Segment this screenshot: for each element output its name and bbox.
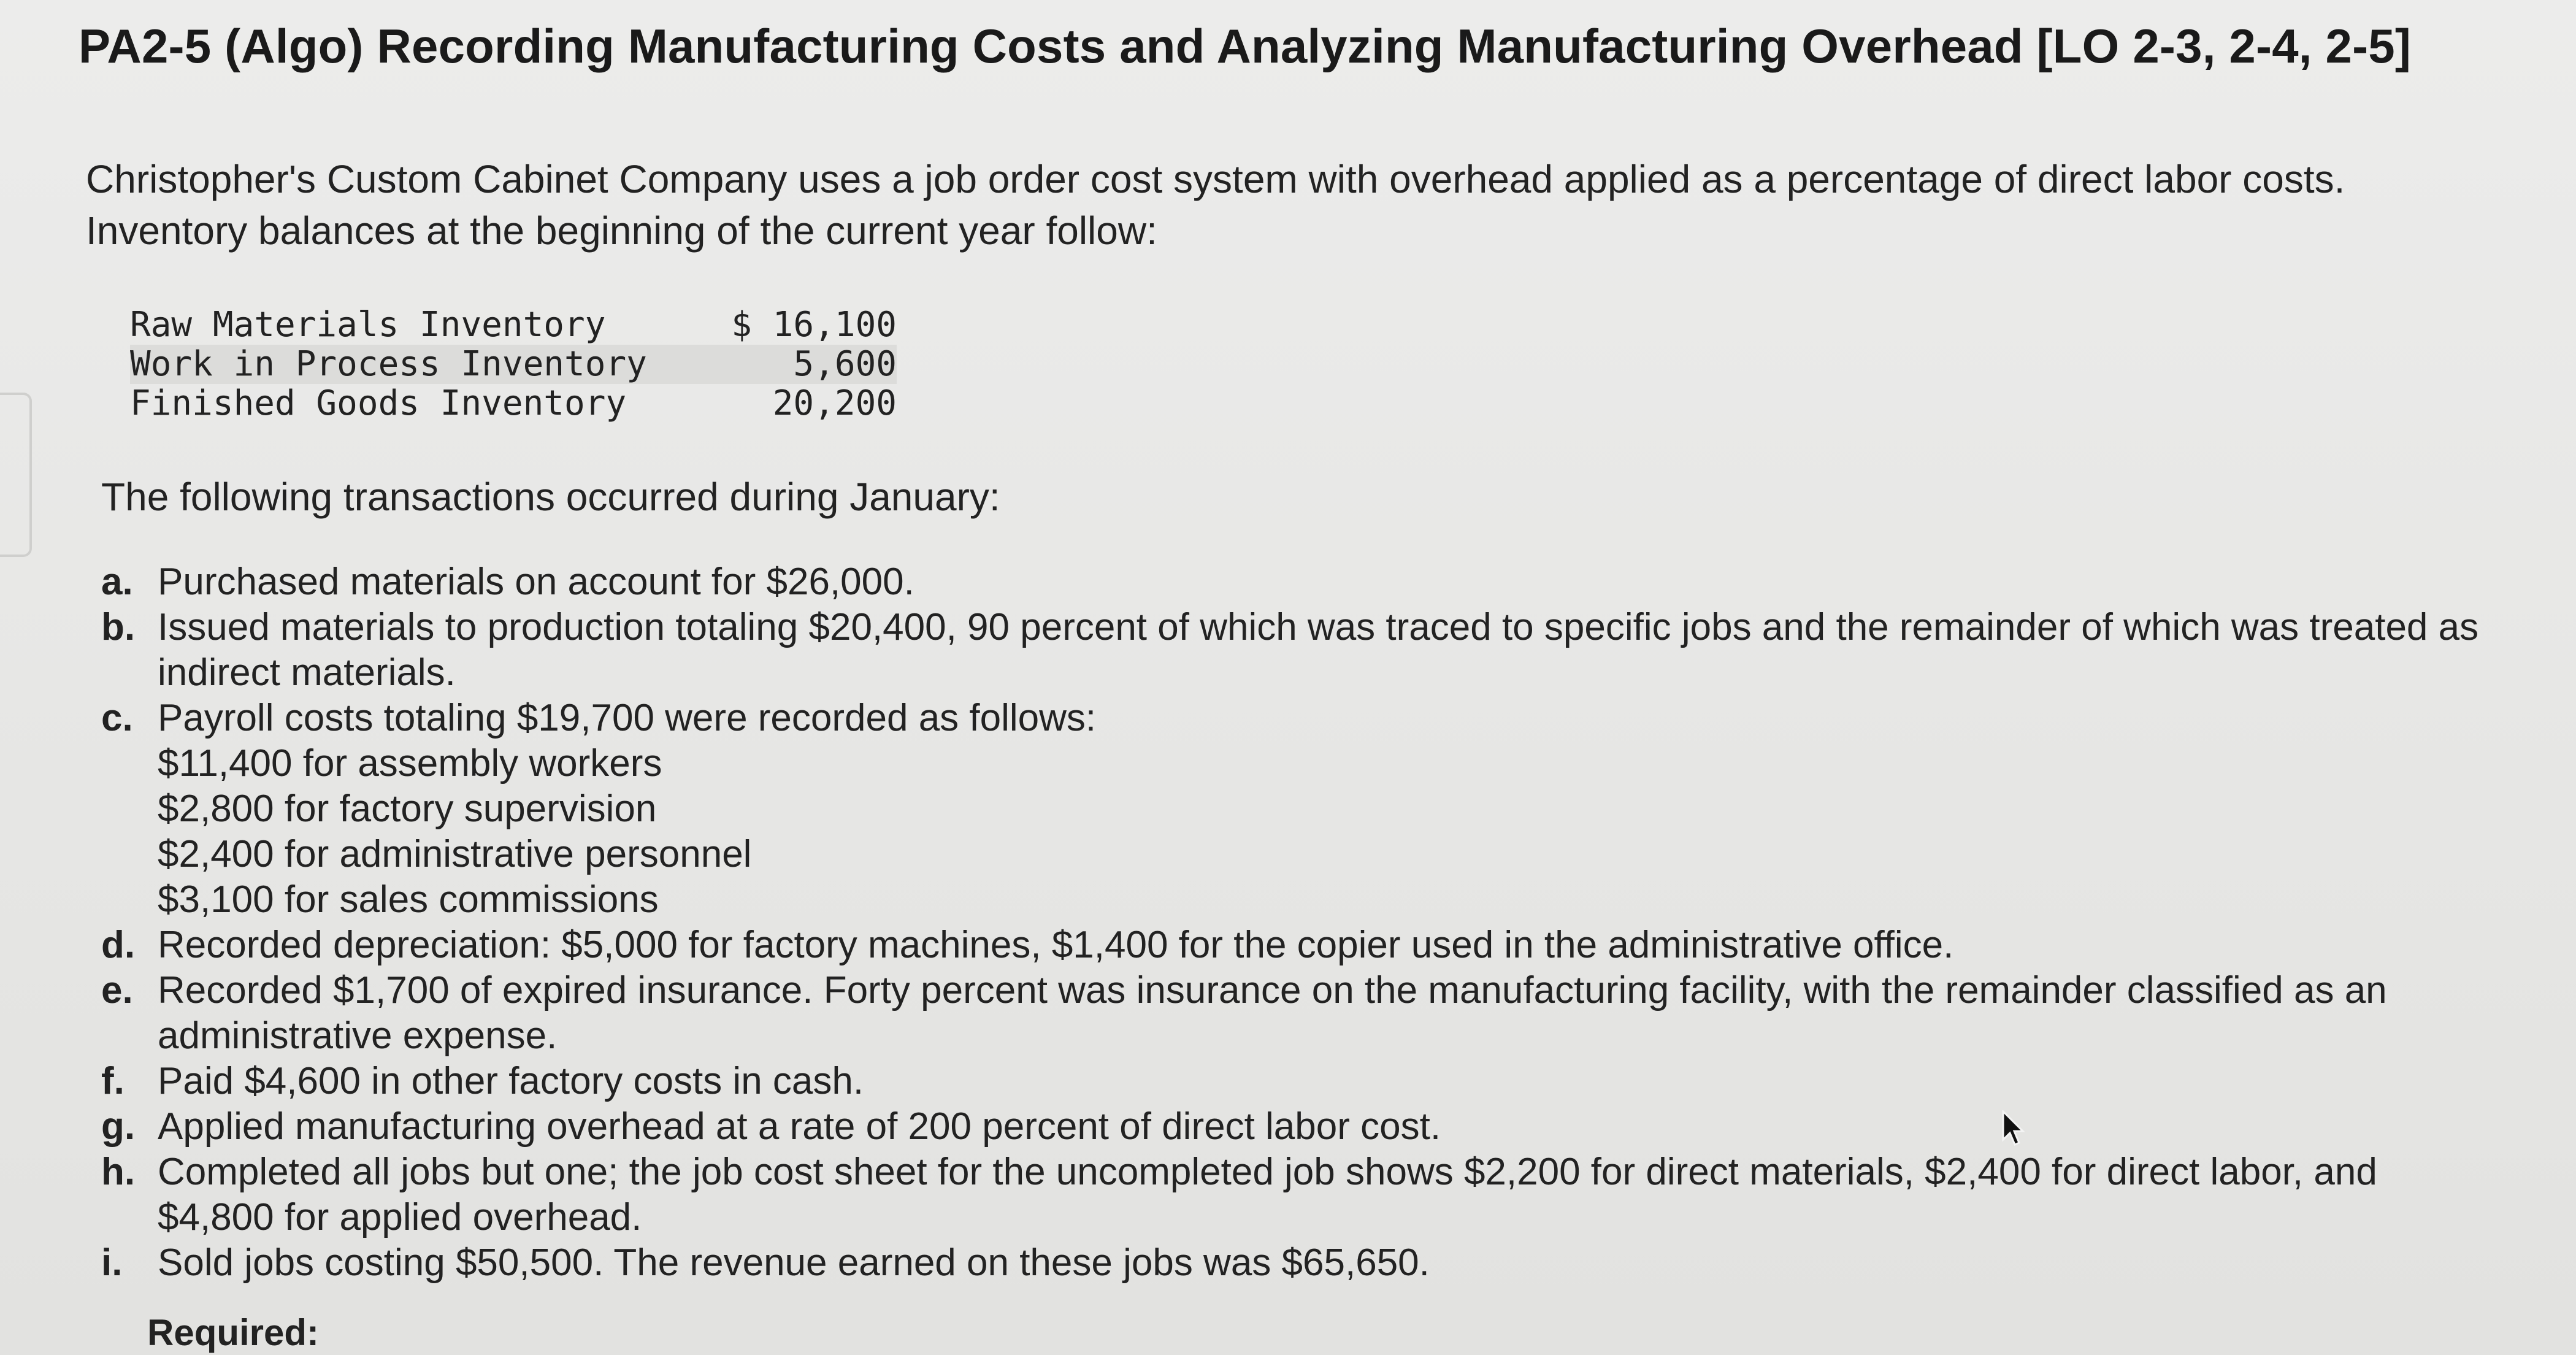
transaction-text: Paid $4,600 in other factory costs in cash. [158,1060,864,1102]
transaction-letter: f. [101,1060,125,1102]
transaction-item [101,1150,2493,1240]
inventory-label: Raw Materials Inventory [130,305,606,345]
inventory-value: 5,600 [793,344,897,384]
transaction-text: Recorded depreciation: $5,000 for factory machines, $1,400 for the copier used in the administrative office. [158,924,1954,966]
transaction-item [101,1104,2493,1150]
payroll-line: $3,100 for sales commissions [158,878,659,921]
transaction-item [101,1240,2493,1286]
problem-title: PA2-5 (Algo) Recording Manufacturing Costs and Analyzing Manufacturing Overhead [LO 2-3, 2-4, 2-5] [79,19,2412,73]
transaction-item [101,923,2493,968]
transaction-letter: a. [101,561,133,603]
mouse-cursor-icon [2001,1110,2025,1147]
transaction-letter: b. [101,606,136,648]
inventory-value: $ 16,100 [731,305,897,345]
transaction-text: Sold jobs costing $50,500. The revenue earned on these jobs was $65,650. [158,1242,1430,1284]
inventory-balances-table [130,305,897,423]
transaction-text: Payroll costs totaling $19,700 were recorded as follows: [158,697,1097,739]
payroll-line: $2,800 for factory supervision [158,788,657,830]
transaction-text: Purchased materials on account for $26,000. [158,561,914,603]
inventory-row [130,384,897,423]
transaction-text: Completed all jobs but one; the job cost sheet for the uncompleted job shows $2,200 for direct materials, $2,400 for direct labor, and $4,800 for applied overhead. [158,1151,2377,1238]
payroll-line: $2,400 for administrative personnel [158,833,752,875]
inventory-value: 20,200 [772,383,897,423]
payroll-line: $11,400 for assembly workers [158,742,662,785]
transaction-letter: c. [101,697,133,739]
transaction-text: Issued materials to production totaling $20,400, 90 percent of which was traced to specific jobs and the remainder of which was treated as indirect materials. [158,606,2479,694]
transaction-letter: h. [101,1151,136,1193]
required-heading: Required: [147,1312,320,1353]
transaction-letter: e. [101,969,133,1011]
transaction-letter: g. [101,1105,136,1148]
inventory-row [130,345,897,384]
transaction-letter: i. [101,1242,123,1284]
transaction-text: Applied manufacturing overhead at a rate of 200 percent of direct labor cost. [158,1105,1441,1148]
intro-line-1: Christopher's Custom Cabinet Company uses a job order cost system with overhead applied as a percentage of direct labor costs. [86,157,2345,201]
transaction-item [101,968,2493,1059]
transaction-item [101,1059,2493,1104]
inventory-label: Work in Process Inventory [130,344,647,384]
transaction-letter: d. [101,924,136,966]
transaction-item [101,605,2493,696]
transaction-item [101,696,2493,923]
transaction-item [101,559,2493,605]
page-edge-tab [0,393,32,557]
transactions-lead: The following transactions occurred during January: [101,475,1000,519]
transaction-body [158,696,2493,923]
transaction-text: Recorded $1,700 of expired insurance. Forty percent was insurance on the manufacturing facility, with the remainder classified as an administrative expense. [158,969,2387,1057]
inventory-row [130,305,897,345]
transactions-list [101,559,2493,1286]
inventory-label: Finished Goods Inventory [130,383,627,423]
problem-intro [86,153,2478,256]
intro-line-2: Inventory balances at the beginning of the current year follow: [86,209,1157,253]
